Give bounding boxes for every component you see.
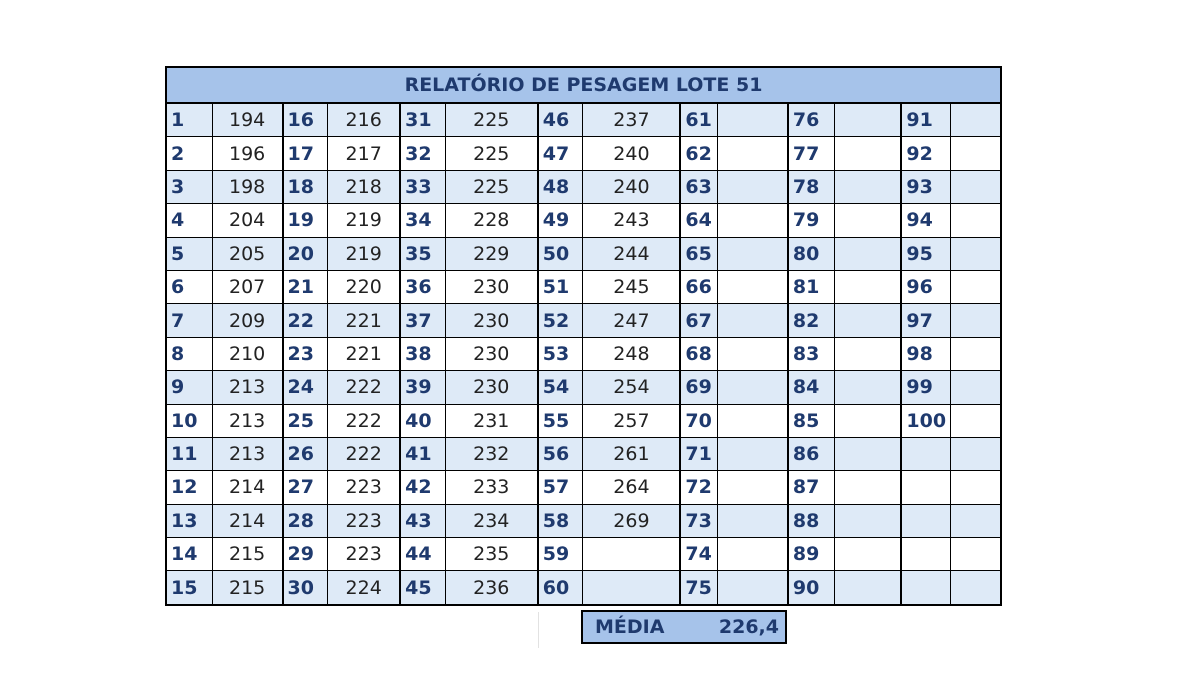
weight-cell: 237 (583, 103, 680, 137)
weight-cell (834, 371, 901, 404)
weight-cell (834, 304, 901, 337)
weight-cell (951, 204, 1001, 237)
weight-cell: 224 (328, 571, 400, 605)
weight-cell: 230 (445, 304, 537, 337)
animal-number-cell: 46 (538, 103, 583, 137)
weight-cell: 248 (583, 337, 680, 370)
weight-cell: 240 (583, 170, 680, 203)
animal-number-cell: 93 (901, 170, 950, 203)
weight-cell: 261 (583, 437, 680, 470)
table-row (166, 237, 1001, 270)
weight-cell (834, 337, 901, 370)
animal-number-cell: 49 (538, 204, 583, 237)
animal-number-cell: 23 (283, 337, 328, 370)
weight-cell: 235 (445, 538, 537, 571)
weighing-report-table (165, 66, 1002, 606)
animal-number-cell: 12 (166, 471, 212, 504)
weight-cell (583, 538, 680, 571)
animal-number-cell: 84 (788, 371, 834, 404)
animal-number-cell: 65 (680, 237, 717, 270)
weight-cell: 221 (328, 304, 400, 337)
animal-number-cell: 48 (538, 170, 583, 203)
animal-number-cell (901, 471, 950, 504)
animal-number-cell: 63 (680, 170, 717, 203)
animal-number-cell: 62 (680, 137, 717, 170)
animal-number-cell: 43 (400, 504, 445, 537)
animal-number-cell: 58 (538, 504, 583, 537)
weight-cell (951, 371, 1001, 404)
weight-cell (718, 371, 788, 404)
weight-cell: 209 (212, 304, 282, 337)
weight-cell: 219 (328, 237, 400, 270)
animal-number-cell: 6 (166, 270, 212, 303)
animal-number-cell: 39 (400, 371, 445, 404)
animal-number-cell: 76 (788, 103, 834, 137)
animal-number-cell (901, 437, 950, 470)
animal-number-cell: 20 (283, 237, 328, 270)
animal-number-cell: 86 (788, 437, 834, 470)
animal-number-cell: 40 (400, 404, 445, 437)
weight-cell: 225 (445, 170, 537, 203)
animal-number-cell: 13 (166, 504, 212, 537)
weight-cell: 223 (328, 504, 400, 537)
report-title: RELATÓRIO DE PESAGEM LOTE 51 (166, 67, 1001, 103)
weight-cell (951, 337, 1001, 370)
average-label: MÉDIA (595, 616, 665, 638)
animal-number-cell: 16 (283, 103, 328, 137)
animal-number-cell: 89 (788, 538, 834, 571)
weight-cell: 254 (583, 371, 680, 404)
animal-number-cell: 35 (400, 237, 445, 270)
weight-cell (951, 103, 1001, 137)
weight-cell (834, 137, 901, 170)
weight-cell: 216 (328, 103, 400, 137)
animal-number-cell: 54 (538, 371, 583, 404)
animal-number-cell: 82 (788, 304, 834, 337)
weight-cell: 236 (445, 571, 537, 605)
table-row (166, 471, 1001, 504)
weight-cell: 214 (212, 504, 282, 537)
animal-number-cell: 78 (788, 170, 834, 203)
animal-number-cell: 91 (901, 103, 950, 137)
weight-cell (951, 504, 1001, 537)
table-row (166, 504, 1001, 537)
weight-cell: 194 (212, 103, 282, 137)
title-row (166, 67, 1001, 103)
animal-number-cell: 19 (283, 204, 328, 237)
animal-number-cell: 50 (538, 237, 583, 270)
animal-number-cell: 75 (680, 571, 717, 605)
weight-cell (718, 437, 788, 470)
table-row (166, 538, 1001, 571)
animal-number-cell: 100 (901, 404, 950, 437)
weight-cell (951, 237, 1001, 270)
weight-cell: 240 (583, 137, 680, 170)
animal-number-cell: 9 (166, 371, 212, 404)
weight-cell: 223 (328, 471, 400, 504)
animal-number-cell: 59 (538, 538, 583, 571)
weight-cell: 220 (328, 270, 400, 303)
animal-number-cell: 77 (788, 137, 834, 170)
weight-cell (718, 538, 788, 571)
weight-cell: 214 (212, 471, 282, 504)
weight-cell (583, 571, 680, 605)
weight-cell: 230 (445, 371, 537, 404)
weight-cell: 243 (583, 204, 680, 237)
weight-cell (834, 404, 901, 437)
animal-number-cell: 22 (283, 304, 328, 337)
table-body (166, 103, 1001, 605)
animal-number-cell: 10 (166, 404, 212, 437)
weight-cell: 215 (212, 538, 282, 571)
weight-cell: 210 (212, 337, 282, 370)
animal-number-cell: 5 (166, 237, 212, 270)
animal-number-cell: 72 (680, 471, 717, 504)
animal-number-cell: 26 (283, 437, 328, 470)
weight-cell (834, 170, 901, 203)
animal-number-cell: 28 (283, 504, 328, 537)
animal-number-cell: 87 (788, 471, 834, 504)
animal-number-cell: 8 (166, 337, 212, 370)
weight-cell: 204 (212, 204, 282, 237)
animal-number-cell: 60 (538, 571, 583, 605)
weight-cell (834, 471, 901, 504)
animal-number-cell: 45 (400, 571, 445, 605)
weight-cell (834, 538, 901, 571)
weight-cell: 230 (445, 270, 537, 303)
weight-cell (951, 170, 1001, 203)
animal-number-cell (901, 538, 950, 571)
animal-number-cell: 79 (788, 204, 834, 237)
animal-number-cell: 81 (788, 270, 834, 303)
table-row (166, 371, 1001, 404)
weight-cell: 225 (445, 103, 537, 137)
weight-cell (834, 237, 901, 270)
animal-number-cell: 32 (400, 137, 445, 170)
animal-number-cell: 30 (283, 571, 328, 605)
animal-number-cell: 97 (901, 304, 950, 337)
animal-number-cell: 61 (680, 103, 717, 137)
weight-cell: 223 (328, 538, 400, 571)
animal-number-cell: 80 (788, 237, 834, 270)
weight-cell: 218 (328, 170, 400, 203)
weight-cell (834, 270, 901, 303)
weight-cell (834, 103, 901, 137)
weight-cell: 231 (445, 404, 537, 437)
animal-number-cell: 31 (400, 103, 445, 137)
table-row (166, 270, 1001, 303)
weight-cell: 229 (445, 237, 537, 270)
weight-cell: 222 (328, 371, 400, 404)
weight-cell: 264 (583, 471, 680, 504)
weight-cell (951, 304, 1001, 337)
weight-cell (718, 204, 788, 237)
animal-number-cell: 2 (166, 137, 212, 170)
weight-cell: 230 (445, 337, 537, 370)
weight-cell: 228 (445, 204, 537, 237)
animal-number-cell: 69 (680, 371, 717, 404)
animal-number-cell: 3 (166, 170, 212, 203)
table-row (166, 337, 1001, 370)
animal-number-cell: 95 (901, 237, 950, 270)
animal-number-cell: 36 (400, 270, 445, 303)
table-row (166, 137, 1001, 170)
weight-cell (718, 270, 788, 303)
weight-cell (718, 137, 788, 170)
weight-cell: 213 (212, 437, 282, 470)
weight-cell: 213 (212, 404, 282, 437)
animal-number-cell: 41 (400, 437, 445, 470)
animal-number-cell: 15 (166, 571, 212, 605)
weight-cell: 196 (212, 137, 282, 170)
weight-cell (951, 538, 1001, 571)
animal-number-cell: 96 (901, 270, 950, 303)
animal-number-cell: 98 (901, 337, 950, 370)
animal-number-cell: 52 (538, 304, 583, 337)
animal-number-cell: 44 (400, 538, 445, 571)
weight-cell: 257 (583, 404, 680, 437)
weight-cell: 217 (328, 137, 400, 170)
animal-number-cell: 24 (283, 371, 328, 404)
average-summary (581, 610, 787, 644)
weight-cell: 234 (445, 504, 537, 537)
weight-cell (718, 337, 788, 370)
animal-number-cell: 4 (166, 204, 212, 237)
animal-number-cell: 99 (901, 371, 950, 404)
animal-number-cell: 85 (788, 404, 834, 437)
animal-number-cell: 53 (538, 337, 583, 370)
weight-cell: 215 (212, 571, 282, 605)
table-row (166, 437, 1001, 470)
weight-cell: 207 (212, 270, 282, 303)
weight-cell: 247 (583, 304, 680, 337)
weight-cell: 269 (583, 504, 680, 537)
weight-cell: 198 (212, 170, 282, 203)
weight-cell (718, 170, 788, 203)
animal-number-cell: 88 (788, 504, 834, 537)
animal-number-cell: 66 (680, 270, 717, 303)
animal-number-cell: 21 (283, 270, 328, 303)
animal-number-cell: 51 (538, 270, 583, 303)
animal-number-cell: 7 (166, 304, 212, 337)
animal-number-cell (901, 504, 950, 537)
weight-cell (718, 404, 788, 437)
weight-cell (718, 304, 788, 337)
weight-cell (834, 571, 901, 605)
animal-number-cell: 92 (901, 137, 950, 170)
weight-cell: 232 (445, 437, 537, 470)
weight-cell (951, 571, 1001, 605)
weight-cell (718, 504, 788, 537)
animal-number-cell: 70 (680, 404, 717, 437)
weight-cell: 221 (328, 337, 400, 370)
weight-cell (718, 237, 788, 270)
table-row (166, 404, 1001, 437)
animal-number-cell: 38 (400, 337, 445, 370)
animal-number-cell: 57 (538, 471, 583, 504)
weight-cell: 244 (583, 237, 680, 270)
animal-number-cell: 42 (400, 471, 445, 504)
table-row (166, 103, 1001, 137)
weight-cell (951, 270, 1001, 303)
animal-number-cell: 56 (538, 437, 583, 470)
animal-number-cell: 68 (680, 337, 717, 370)
weight-cell (718, 471, 788, 504)
table-row (166, 304, 1001, 337)
weight-cell: 225 (445, 137, 537, 170)
weight-cell (718, 571, 788, 605)
animal-number-cell: 18 (283, 170, 328, 203)
animal-number-cell: 73 (680, 504, 717, 537)
weight-cell (834, 504, 901, 537)
animal-number-cell (901, 571, 950, 605)
weight-cell (951, 471, 1001, 504)
animal-number-cell: 11 (166, 437, 212, 470)
weight-cell: 213 (212, 371, 282, 404)
animal-number-cell: 1 (166, 103, 212, 137)
animal-number-cell: 14 (166, 538, 212, 571)
animal-number-cell: 83 (788, 337, 834, 370)
weight-cell: 205 (212, 237, 282, 270)
animal-number-cell: 17 (283, 137, 328, 170)
weight-cell: 222 (328, 404, 400, 437)
animal-number-cell: 94 (901, 204, 950, 237)
weight-cell (834, 204, 901, 237)
animal-number-cell: 67 (680, 304, 717, 337)
weight-cell (718, 103, 788, 137)
animal-number-cell: 47 (538, 137, 583, 170)
animal-number-cell: 33 (400, 170, 445, 203)
average-value: 226,4 (718, 616, 779, 638)
animal-number-cell: 55 (538, 404, 583, 437)
animal-number-cell: 90 (788, 571, 834, 605)
table-row (166, 571, 1001, 605)
animal-number-cell: 29 (283, 538, 328, 571)
table-row (166, 170, 1001, 203)
weight-cell (951, 137, 1001, 170)
animal-number-cell: 74 (680, 538, 717, 571)
faint-gridline (538, 612, 539, 648)
weight-cell (834, 437, 901, 470)
weight-cell: 245 (583, 270, 680, 303)
weight-cell: 219 (328, 204, 400, 237)
animal-number-cell: 37 (400, 304, 445, 337)
animal-number-cell: 64 (680, 204, 717, 237)
animal-number-cell: 25 (283, 404, 328, 437)
animal-number-cell: 27 (283, 471, 328, 504)
table-row (166, 204, 1001, 237)
weight-cell (951, 404, 1001, 437)
weight-cell: 233 (445, 471, 537, 504)
weight-cell: 222 (328, 437, 400, 470)
animal-number-cell: 71 (680, 437, 717, 470)
weight-cell (951, 437, 1001, 470)
animal-number-cell: 34 (400, 204, 445, 237)
